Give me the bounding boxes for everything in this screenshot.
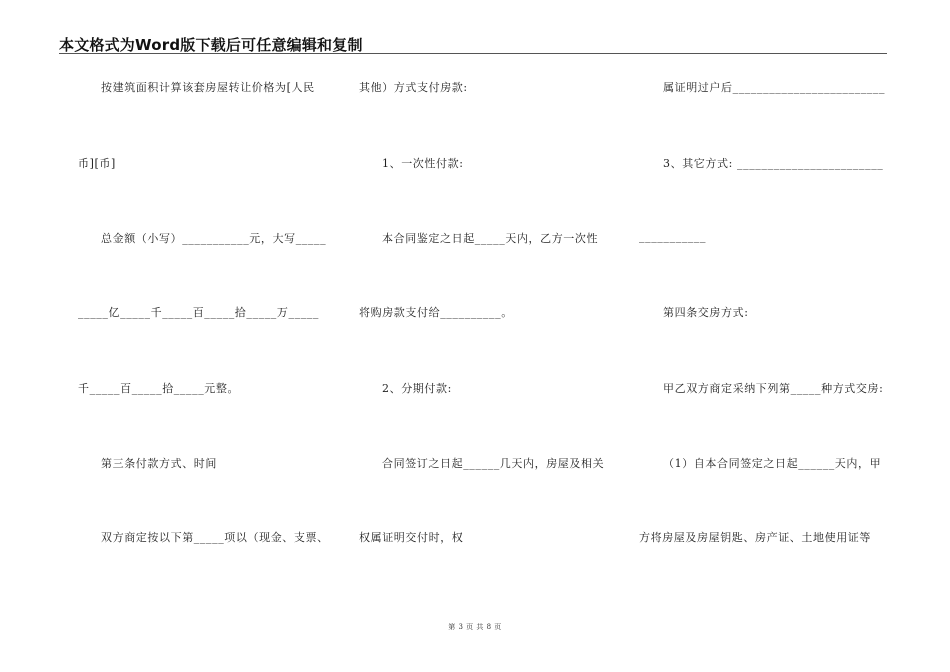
text-line: 币][币] — [78, 157, 116, 170]
text-line: 双方商定按以下第_____项以（现金、支票、 — [101, 531, 329, 544]
text-line: 总金额（小写）___________元，大写_____ — [101, 232, 327, 245]
text-line: 第四条交房方式: — [663, 306, 749, 319]
page-header — [59, 33, 887, 54]
text-line: 甲乙双方商定采纳下列第_____种方式交房: — [663, 382, 884, 395]
text-line: 第三条付款方式、时间 — [101, 457, 217, 470]
text-line: 合同签订之日起______几天内，房屋及相关 — [382, 457, 605, 470]
text-line: 本合同鉴定之日起_____天内，乙方一次性 — [382, 232, 599, 245]
page-number-footer: 第 3 页 共 8 页 — [448, 623, 502, 631]
text-line: 千_____百_____拾_____元整。 — [78, 382, 240, 395]
text-line: ___________ — [639, 230, 707, 243]
text-line: 1、一次性付款: — [382, 157, 464, 170]
header-title: 本文格式为Word版下载后可任意编辑和复制 — [59, 36, 363, 54]
text-line: 将购房款支付给__________。 — [359, 306, 513, 319]
text-line: 3、其它方式: ________________________ — [663, 157, 884, 170]
text-line: 权属证明交付时，权 — [359, 531, 464, 544]
text-line: 按建筑面积计算该套房屋转让价格为[人民 — [101, 81, 315, 94]
text-line: 2、分期付款: — [382, 382, 452, 395]
text-line: _____亿_____千_____百_____拾_____万_____ — [78, 306, 319, 319]
text-line: （1）自本合同签定之日起______天内，甲 — [663, 457, 882, 470]
text-line: 方将房屋及房屋钥匙、房产证、土地使用证等 — [639, 531, 871, 544]
text-line: 属证明过户后_________________________ — [663, 81, 886, 94]
text-line: 其他）方式支付房款: — [359, 81, 468, 94]
